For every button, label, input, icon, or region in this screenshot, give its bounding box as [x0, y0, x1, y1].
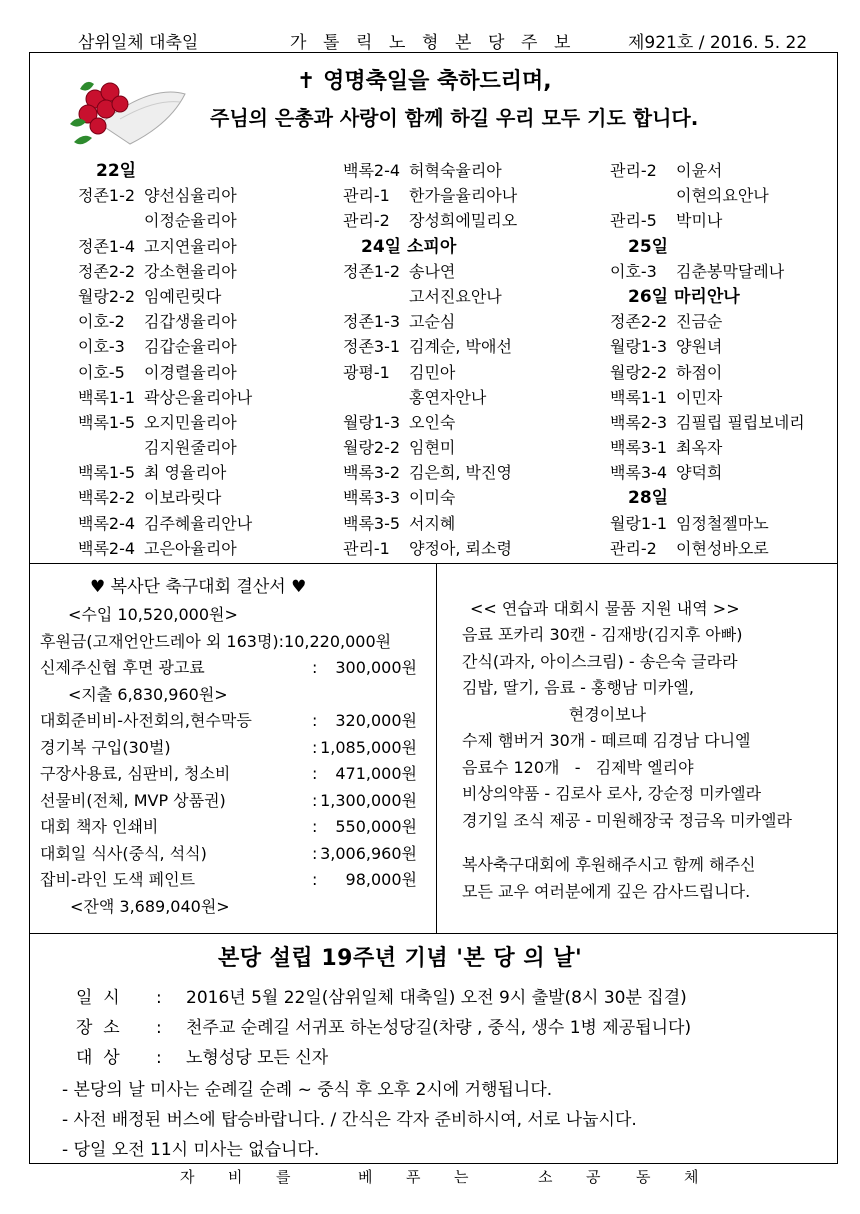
feast-day-heading: 24일 소피아 [361, 236, 457, 257]
district-code: 관리-5 [610, 211, 657, 231]
feast-row [610, 385, 805, 410]
feast-row [78, 208, 252, 233]
member-name: 오인숙 [409, 412, 456, 432]
district-code: 정존2-2 [78, 261, 136, 281]
finance-report [40, 602, 417, 920]
finance-title: ♥ 복사단 축구대회 결산서 ♥ [90, 577, 307, 597]
finance-row [40, 814, 417, 841]
member-name: 최옥자 [676, 438, 723, 458]
member-name: 김춘봉막달레나 [676, 261, 785, 281]
district-code: 백록2-4 [343, 161, 401, 180]
finance-row [40, 761, 417, 788]
supply-item: 음료 포카리 30캔 - 김재방(김지후 아빠) [462, 625, 743, 644]
section-divider-1 [29, 563, 838, 564]
district-code: 백록3-4 [610, 463, 668, 483]
feast-column-1 [78, 158, 252, 561]
feast-row [610, 511, 805, 536]
district-code: 정존2-2 [610, 312, 668, 332]
member-name: 임정철젤마노 [676, 513, 769, 533]
member-name: 한가을율리아나 [409, 186, 518, 206]
district-code: 관리-2 [610, 161, 657, 180]
district-code: 관리-2 [343, 211, 390, 231]
district-code: 백록2-2 [78, 488, 136, 508]
district-code: 정존1-2 [343, 261, 401, 281]
feast-row [78, 385, 252, 410]
feast-row [78, 435, 252, 460]
feast-row [610, 309, 805, 334]
member-name: 고은아율리아 [144, 538, 237, 558]
supplies-list [462, 622, 792, 834]
finance-amount: 3,006,960원 [320, 843, 417, 863]
finance-row [40, 841, 417, 868]
feast-row [343, 234, 517, 259]
event-key: 장 소 [76, 1018, 120, 1038]
supply-item: 간식(과자, 아이스크림) - 송은숙 글라라 [462, 651, 738, 671]
district-code: 백록3-2 [343, 463, 401, 483]
district-code: 백록3-1 [610, 438, 668, 458]
member-name: 장성희에밀리오 [409, 211, 518, 231]
feast-row [78, 410, 252, 435]
member-name: 김지원줄리아 [144, 438, 237, 458]
district-code: 백록1-1 [78, 387, 136, 407]
feast-column-3 [610, 158, 805, 561]
member-name: 양선심율리아 [144, 186, 237, 206]
member-name: 양원녀 [676, 337, 723, 357]
district-code: 백록2-4 [78, 513, 136, 533]
finance-amount: 300,000원 [335, 658, 417, 677]
district-code: 백록3-3 [343, 488, 401, 508]
event-details [76, 983, 691, 1073]
feast-row [343, 334, 517, 359]
event-row [76, 1043, 691, 1073]
greeting-line-2: 주님의 은총과 사랑이 함께 하길 우리 모두 기도 합니다. [210, 106, 699, 130]
district-code: 관리-1 [343, 538, 390, 558]
member-name: 이현성바오로 [676, 538, 769, 558]
district-code: 월랑1-1 [610, 513, 668, 533]
supply-item: 수제 햄버거 30개 - 떼르떼 김경남 다니엘 [462, 731, 751, 750]
finance-label: 대회 책자 인쇄비 [40, 817, 159, 836]
section-divider-2 [29, 933, 838, 934]
feast-row [343, 208, 517, 233]
cross-icon: ✝ [297, 69, 316, 94]
finance-colon: : [312, 737, 318, 757]
district-code: 백록1-5 [78, 412, 136, 432]
feast-row [343, 536, 517, 561]
district-code: 이호-2 [78, 312, 125, 332]
feast-row [343, 259, 517, 284]
finance-row [40, 788, 417, 815]
footer-char: 동 [636, 1168, 651, 1186]
expense-header: <지출 6,830,960원> [68, 684, 228, 704]
district-code: 정존1-4 [78, 236, 136, 256]
issue-number: 제921호 / 2016. 5. 22 [628, 33, 808, 53]
feast-row [610, 208, 805, 233]
feast-day-heading: 25일 [628, 236, 669, 257]
member-name: 김갑생율리아 [144, 312, 237, 332]
feast-row [610, 183, 805, 208]
event-key: 대 상 [76, 1048, 120, 1068]
event-colon: : [156, 1048, 162, 1068]
event-key: 일 시 [76, 988, 120, 1008]
member-name: 이보라릿다 [144, 488, 222, 508]
feast-row [610, 536, 805, 561]
supply-item: 김밥, 딸기, 음료 - 홍행남 미카엘, [462, 678, 694, 697]
finance-colon: : [312, 790, 318, 810]
finance-label: 경기복 구입(30벌) [40, 737, 171, 757]
finance-colon: : [312, 870, 318, 889]
member-name: 서지혜 [409, 513, 456, 533]
feast-row [610, 410, 805, 435]
bulletin-header [0, 28, 860, 52]
event-value: 천주교 순례길 서귀포 하논성당길(차량 , 중식, 생수 1병 제공됩니다) [186, 1018, 692, 1038]
feast-row [610, 158, 805, 183]
feast-row [78, 309, 252, 334]
thanks-line-1: 복사축구대회에 후원해주시고 함께 해주신 [462, 855, 756, 874]
district-code: 월랑2-2 [343, 438, 401, 458]
supplies-title: << 연습과 대회시 물품 지원 내역 >> [470, 599, 740, 618]
title-char: 가 [290, 33, 307, 53]
event-note: - 본당의 날 미사는 순례길 순례 ~ 중식 후 오후 2시에 거행됩니다. [62, 1080, 553, 1100]
member-name: 김민아 [409, 362, 456, 382]
district-code: 광평-1 [343, 362, 390, 382]
event-note: - 당일 오전 11시 미사는 없습니다. [62, 1140, 320, 1160]
district-code: 월랑2-2 [610, 362, 668, 382]
column-divider [436, 563, 437, 933]
event-colon: : [156, 988, 162, 1008]
feast-day-heading: 22일 [96, 161, 137, 181]
feast-row [78, 485, 252, 510]
thanks-line-2: 모든 교우 여러분에게 깊은 감사드립니다. [462, 882, 751, 901]
member-name: 고지연율리아 [144, 236, 237, 256]
member-name: 곽상은율리아나 [144, 387, 253, 407]
finance-label: 대회일 식사(중식, 석식) [40, 843, 207, 863]
footer-char: 자 [180, 1168, 195, 1186]
event-colon: : [156, 1018, 162, 1038]
finance-label: 구장사용료, 심판비, 청소비 [40, 764, 231, 783]
member-name: 이민자 [676, 387, 723, 407]
finance-label: 신제주신협 후면 광고료 [40, 658, 205, 677]
event-value: 2016년 5월 22일(삼위일체 대축일) 오전 9시 출발(8시 30분 집결) [186, 988, 687, 1008]
finance-row [40, 867, 417, 894]
feast-row [343, 385, 517, 410]
feast-row [343, 435, 517, 460]
finance-amount: 98,000원 [345, 870, 417, 889]
feast-row [78, 334, 252, 359]
finance-colon: : [312, 817, 318, 836]
feast-row [343, 485, 517, 510]
feast-row [78, 234, 252, 259]
district-code: 정존1-2 [78, 186, 136, 206]
footer-char: 를 [276, 1168, 291, 1186]
feast-row [343, 511, 517, 536]
title-char: 릭 [356, 33, 373, 53]
member-name: 강소현율리아 [144, 261, 237, 281]
member-name: 김주혜율리안나 [144, 513, 253, 533]
district-code: 이호-5 [78, 362, 125, 382]
finance-amount: 550,000원 [335, 817, 417, 836]
feast-row [78, 460, 252, 485]
feast-row [78, 511, 252, 536]
feast-row [343, 410, 517, 435]
finance-label: 후원금(고재언안드레아 외 163명):10,220,000원 [40, 631, 392, 651]
finance-row [40, 708, 417, 735]
finance-amount: 471,000원 [335, 764, 417, 783]
footer-char: 공 [586, 1168, 601, 1186]
member-name: 고서진요안나 [409, 286, 502, 306]
member-name: 양정아, 뢰소령 [409, 538, 512, 558]
feast-row [610, 460, 805, 485]
title-char: 당 [488, 33, 505, 53]
event-row [76, 1013, 691, 1043]
member-name: 김은희, 박진영 [409, 463, 512, 483]
finance-label: 잡비-라인 도색 페인트 [40, 870, 196, 889]
title-char: 주 [521, 33, 538, 53]
district-code: 관리-1 [343, 186, 390, 206]
district-code: 이호-3 [610, 261, 657, 281]
district-code: 정존3-1 [343, 337, 401, 357]
district-code: 월랑2-2 [78, 286, 136, 306]
title-char: 형 [422, 33, 439, 53]
footer-char: 베 [358, 1168, 373, 1186]
footer-char: 비 [228, 1168, 243, 1186]
member-name: 최 영율리아 [144, 463, 227, 483]
feast-label: 삼위일체 대축일 [78, 33, 199, 53]
member-name: 허혁숙율리아 [409, 161, 502, 180]
supply-item: 현경이보나 [462, 704, 647, 724]
finance-colon: : [312, 843, 318, 863]
member-name: 송나연 [409, 261, 456, 281]
district-code: 백록1-5 [78, 463, 136, 483]
feast-row [78, 183, 252, 208]
district-code: 관리-2 [610, 538, 657, 558]
finance-amount: 320,000원 [335, 711, 417, 730]
title-char: 톨 [323, 33, 340, 53]
footer-char: 소 [538, 1168, 553, 1186]
district-code: 백록2-4 [78, 538, 136, 558]
feast-row [343, 460, 517, 485]
district-code: 월랑1-3 [610, 337, 668, 357]
finance-row [40, 655, 417, 682]
finance-label: 선물비(전체, MVP 상품권) [40, 790, 226, 810]
finance-colon: : [312, 658, 318, 677]
feast-row [78, 284, 252, 309]
member-name: 이윤서 [676, 161, 723, 180]
district-code: 백록1-1 [610, 387, 668, 407]
event-row [76, 983, 691, 1013]
member-name: 이미숙 [409, 488, 456, 508]
member-name: 이정순율리아 [144, 211, 237, 231]
event-title: 본당 설립 19주년 기념 '본 당 의 날' [218, 946, 583, 971]
supply-item: 경기일 조식 제공 - 미원해장국 정금옥 미카엘라 [462, 810, 792, 830]
district-code: 백록2-3 [610, 412, 668, 432]
feast-row [610, 259, 805, 284]
member-name: 오지민율리아 [144, 412, 237, 432]
finance-amount: 1,300,000원 [320, 790, 417, 810]
balance: <잔액 3,689,040원> [70, 896, 230, 916]
member-name: 임예린릿다 [144, 286, 222, 306]
district-code: 백록3-5 [343, 513, 401, 533]
finance-colon: : [312, 711, 318, 730]
footer-char: 푸 [406, 1168, 421, 1186]
feast-row [610, 360, 805, 385]
feast-row [343, 284, 517, 309]
finance-label: 대회준비비-사전회의,현수막등 [40, 711, 252, 730]
feast-day-heading: 26일 마리안나 [628, 286, 740, 307]
feast-row [78, 360, 252, 385]
feast-row [610, 435, 805, 460]
event-value: 노형성당 모든 신자 [186, 1048, 329, 1068]
feast-day-heading: 28일 [628, 488, 669, 509]
feast-column-2 [343, 158, 517, 561]
feast-row [343, 183, 517, 208]
title-char: 보 [554, 33, 571, 53]
greeting-line-1: ✝ 영명축일을 축하드리며, [297, 69, 552, 94]
member-name: 박미나 [676, 211, 723, 231]
footer-char: 는 [454, 1168, 469, 1186]
member-name: 양덕희 [676, 463, 723, 483]
member-name: 이경렬율리아 [144, 362, 237, 382]
member-name: 김갑순율리아 [144, 337, 237, 357]
supply-item: 음료수 120개 - 김제박 엘리야 [462, 757, 694, 777]
feast-row [343, 158, 517, 183]
feast-row [610, 334, 805, 359]
member-name: 홍연자안나 [409, 387, 487, 407]
member-name: 김필립 필립보네리 [676, 412, 805, 432]
footer-char: 체 [684, 1168, 699, 1186]
title-char: 노 [389, 33, 406, 53]
event-note: - 사전 배정된 버스에 탑승바랍니다. / 간식은 각자 준비하시여, 서로 나눕시다. [62, 1110, 637, 1130]
member-name: 고순심 [409, 312, 456, 332]
supply-item: 비상의약품 - 김로사 로사, 강순정 미카엘라 [462, 784, 762, 803]
district-code: 이호-3 [78, 337, 125, 357]
member-name: 하점이 [676, 362, 723, 382]
district-code: 월랑1-3 [343, 412, 401, 432]
feast-row [78, 259, 252, 284]
feast-row [610, 284, 805, 309]
member-name: 이현의요안나 [676, 186, 769, 206]
feast-row [343, 360, 517, 385]
member-name: 김계순, 박애선 [409, 337, 512, 357]
feast-row [610, 234, 805, 259]
income-header: <수입 10,520,000원> [68, 605, 238, 624]
finance-row [40, 629, 391, 656]
feast-row [78, 158, 252, 183]
flower-bouquet-icon [60, 64, 190, 154]
member-name: 진금순 [676, 312, 723, 332]
district-code: 정존1-3 [343, 312, 401, 332]
finance-amount: 1,085,000원 [320, 737, 417, 757]
feast-row [78, 536, 252, 561]
finance-colon: : [312, 764, 318, 783]
feast-row [610, 485, 805, 510]
title-char: 본 [455, 33, 472, 53]
feast-row [343, 309, 517, 334]
finance-row [40, 735, 417, 762]
event-notes [62, 1075, 637, 1165]
member-name: 임현미 [409, 438, 456, 458]
